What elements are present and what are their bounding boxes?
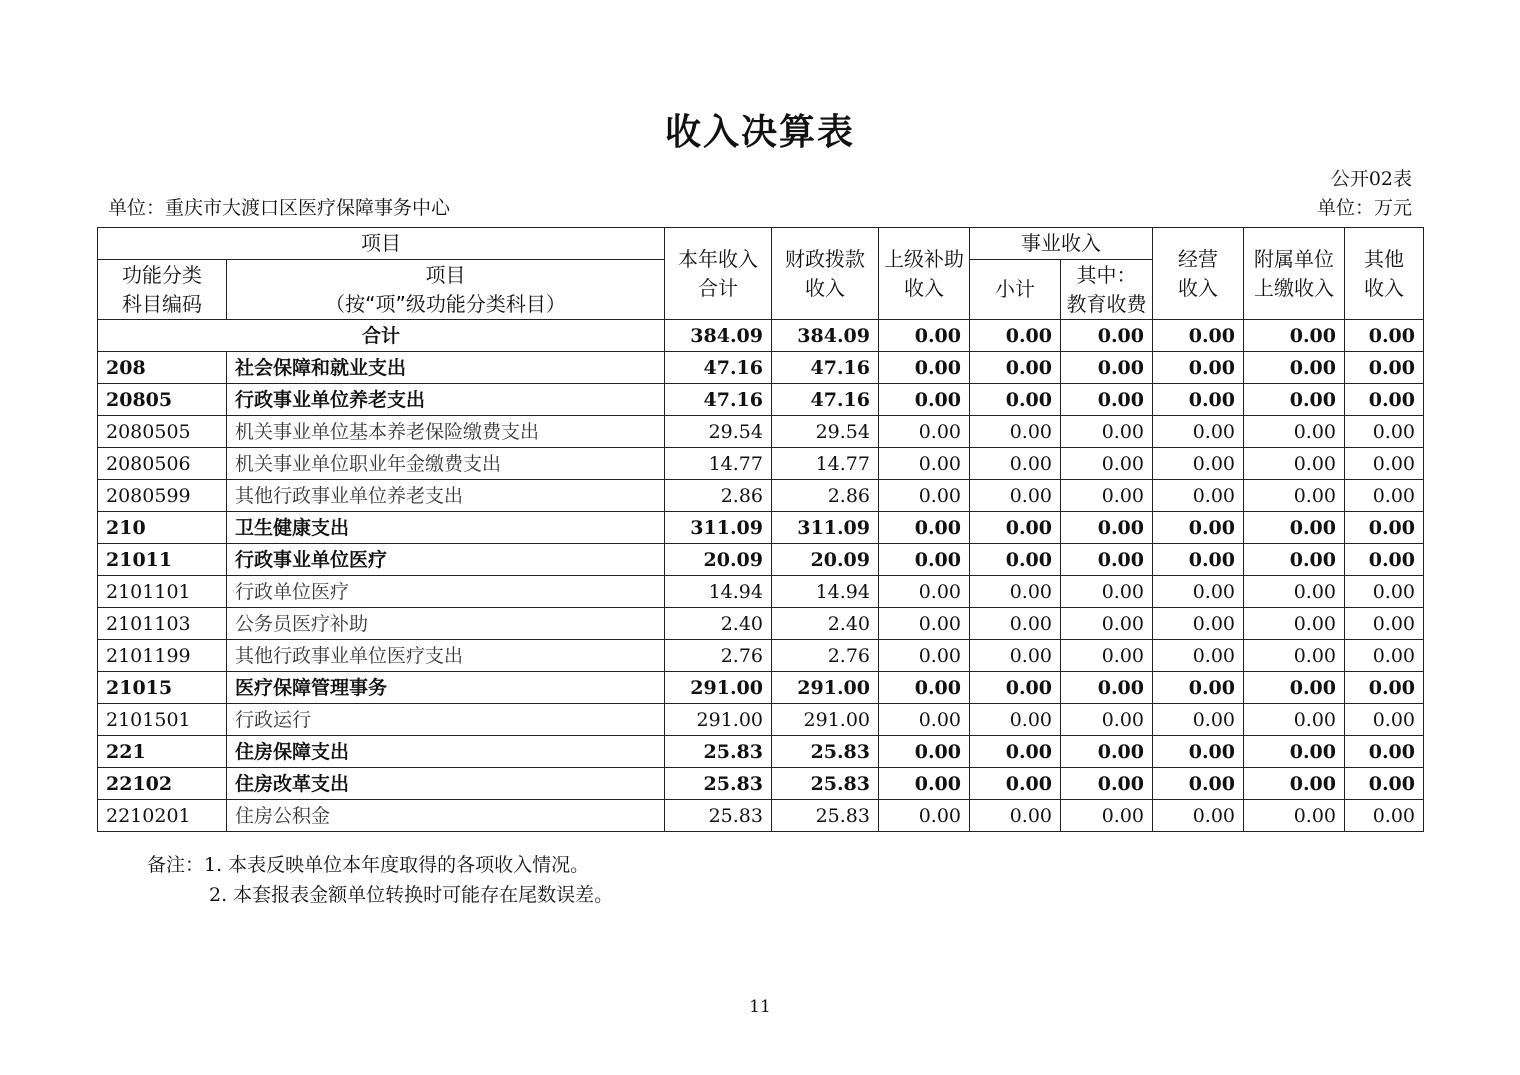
row-value: 291.00	[772, 704, 879, 736]
row-name: 机关事业单位职业年金缴费支出	[227, 448, 665, 480]
header-operating: 经营 收入	[1153, 228, 1244, 320]
income-table	[97, 227, 1424, 832]
row-value: 0.00	[879, 512, 970, 544]
header-business-group: 事业收入	[970, 228, 1153, 260]
row-value: 0.00	[879, 576, 970, 608]
header-item-group: 项目	[98, 228, 665, 260]
row-value: 25.83	[665, 800, 772, 832]
row-value: 25.83	[772, 736, 879, 768]
row-value: 0.00	[1153, 544, 1244, 576]
row-value: 0.00	[879, 704, 970, 736]
row-value: 0.00	[1153, 736, 1244, 768]
row-value: 14.94	[772, 576, 879, 608]
total-value: 0.00	[879, 320, 970, 352]
row-value: 0.00	[1244, 640, 1345, 672]
row-value: 311.09	[665, 512, 772, 544]
row-value: 0.00	[970, 384, 1061, 416]
row-value: 0.00	[1153, 384, 1244, 416]
row-value: 0.00	[1061, 512, 1153, 544]
row-code: 2080599	[98, 480, 227, 512]
row-value: 29.54	[665, 416, 772, 448]
row-value: 0.00	[1153, 608, 1244, 640]
row-code: 2101501	[98, 704, 227, 736]
row-value: 0.00	[1061, 384, 1153, 416]
row-value: 291.00	[665, 704, 772, 736]
row-value: 25.83	[772, 768, 879, 800]
row-value: 0.00	[970, 448, 1061, 480]
table-row	[98, 736, 1424, 768]
row-value: 0.00	[970, 704, 1061, 736]
row-value: 0.00	[879, 480, 970, 512]
row-value: 0.00	[1153, 448, 1244, 480]
row-code: 2080506	[98, 448, 227, 480]
table-row	[98, 352, 1424, 384]
notes	[147, 850, 613, 910]
row-value: 14.94	[665, 576, 772, 608]
total-value: 384.09	[665, 320, 772, 352]
header-code: 功能分类 科目编码	[98, 260, 227, 320]
row-value: 0.00	[1153, 416, 1244, 448]
row-value: 0.00	[970, 768, 1061, 800]
row-value: 0.00	[879, 800, 970, 832]
row-value: 0.00	[879, 608, 970, 640]
row-code: 221	[98, 736, 227, 768]
row-value: 47.16	[665, 384, 772, 416]
row-value: 0.00	[1244, 512, 1345, 544]
row-name: 其他行政事业单位医疗支出	[227, 640, 665, 672]
table-row	[98, 672, 1424, 704]
row-value: 0.00	[1345, 544, 1424, 576]
row-value: 0.00	[1244, 672, 1345, 704]
table-row	[98, 640, 1424, 672]
table-row	[98, 448, 1424, 480]
row-value: 0.00	[1345, 704, 1424, 736]
header-total-income: 本年收入 合计	[665, 228, 772, 320]
row-value: 0.00	[1061, 608, 1153, 640]
row-value: 47.16	[772, 384, 879, 416]
total-label: 合计	[98, 320, 665, 352]
page-number: 11	[749, 997, 771, 1017]
row-name: 住房改革支出	[227, 768, 665, 800]
row-value: 0.00	[970, 480, 1061, 512]
row-value: 0.00	[1061, 704, 1153, 736]
total-value: 0.00	[1345, 320, 1424, 352]
row-value: 0.00	[1153, 352, 1244, 384]
row-value: 2.76	[772, 640, 879, 672]
header-superior: 上级补助 收入	[879, 228, 970, 320]
row-value: 2.76	[665, 640, 772, 672]
row-value: 291.00	[665, 672, 772, 704]
row-value: 0.00	[1153, 800, 1244, 832]
header-education: 其中： 教育收费	[1061, 260, 1153, 320]
row-value: 2.40	[772, 608, 879, 640]
row-value: 0.00	[1153, 704, 1244, 736]
row-value: 0.00	[1153, 640, 1244, 672]
total-row	[98, 320, 1424, 352]
row-value: 0.00	[879, 640, 970, 672]
row-value: 0.00	[970, 544, 1061, 576]
row-value: 0.00	[970, 800, 1061, 832]
row-name: 其他行政事业单位养老支出	[227, 480, 665, 512]
row-value: 0.00	[1244, 352, 1345, 384]
row-code: 2080505	[98, 416, 227, 448]
row-value: 14.77	[665, 448, 772, 480]
note-line-2: 2. 本套报表金额单位转换时可能存在尾数误差。	[209, 884, 614, 906]
row-code: 20805	[98, 384, 227, 416]
row-value: 0.00	[1244, 384, 1345, 416]
row-value: 0.00	[1153, 768, 1244, 800]
row-value: 0.00	[1153, 512, 1244, 544]
table-row	[98, 480, 1424, 512]
row-name: 行政单位医疗	[227, 576, 665, 608]
row-value: 0.00	[1244, 576, 1345, 608]
row-value: 0.00	[970, 416, 1061, 448]
row-value: 0.00	[1061, 768, 1153, 800]
row-value: 25.83	[665, 736, 772, 768]
row-value: 311.09	[772, 512, 879, 544]
table-row	[98, 608, 1424, 640]
row-value: 0.00	[879, 736, 970, 768]
table-row	[98, 416, 1424, 448]
table-row	[98, 384, 1424, 416]
row-code: 2101103	[98, 608, 227, 640]
row-value: 47.16	[772, 352, 879, 384]
row-value: 0.00	[1061, 352, 1153, 384]
total-value: 384.09	[772, 320, 879, 352]
row-value: 0.00	[1244, 416, 1345, 448]
table-row	[98, 512, 1424, 544]
form-number: 公开02表	[1330, 168, 1412, 190]
note-line-1: 备注：1. 本表反映单位本年度取得的各项收入情况。	[147, 854, 590, 876]
row-name: 住房保障支出	[227, 736, 665, 768]
row-value: 0.00	[1244, 544, 1345, 576]
row-value: 0.00	[1244, 608, 1345, 640]
row-value: 0.00	[970, 352, 1061, 384]
row-value: 0.00	[1345, 640, 1424, 672]
total-value: 0.00	[970, 320, 1061, 352]
row-name: 行政事业单位养老支出	[227, 384, 665, 416]
row-value: 0.00	[1153, 672, 1244, 704]
row-name: 医疗保障管理事务	[227, 672, 665, 704]
row-value: 291.00	[772, 672, 879, 704]
row-value: 0.00	[1244, 800, 1345, 832]
row-name: 行政运行	[227, 704, 665, 736]
currency-unit: 单位：万元	[1316, 197, 1412, 219]
row-value: 0.00	[1061, 640, 1153, 672]
header-affiliate: 附属单位 上缴收入	[1244, 228, 1345, 320]
row-value: 0.00	[1345, 448, 1424, 480]
row-code: 208	[98, 352, 227, 384]
row-value: 0.00	[1345, 800, 1424, 832]
row-value: 0.00	[1061, 544, 1153, 576]
page-title: 收入决算表	[664, 112, 855, 153]
row-value: 2.40	[665, 608, 772, 640]
row-code: 21015	[98, 672, 227, 704]
total-value: 0.00	[1153, 320, 1244, 352]
row-value: 0.00	[1345, 608, 1424, 640]
row-value: 0.00	[1244, 768, 1345, 800]
row-value: 14.77	[772, 448, 879, 480]
row-value: 0.00	[1244, 480, 1345, 512]
row-value: 0.00	[879, 416, 970, 448]
row-value: 0.00	[1061, 416, 1153, 448]
table-row	[98, 800, 1424, 832]
row-value: 0.00	[1345, 576, 1424, 608]
row-code: 2101199	[98, 640, 227, 672]
row-name: 机关事业单位基本养老保险缴费支出	[227, 416, 665, 448]
row-value: 0.00	[1061, 448, 1153, 480]
row-name: 公务员医疗补助	[227, 608, 665, 640]
row-code: 22102	[98, 768, 227, 800]
row-value: 0.00	[879, 448, 970, 480]
row-value: 0.00	[1153, 576, 1244, 608]
row-name: 住房公积金	[227, 800, 665, 832]
row-value: 0.00	[1244, 704, 1345, 736]
row-value: 20.09	[665, 544, 772, 576]
row-value: 0.00	[1244, 448, 1345, 480]
row-value: 0.00	[879, 544, 970, 576]
reporting-unit: 单位：重庆市大渡口区医疗保障事务中心	[108, 197, 451, 219]
header-name: 项目 （按“项”级功能分类科目）	[227, 260, 665, 320]
row-value: 20.09	[772, 544, 879, 576]
row-value: 0.00	[970, 512, 1061, 544]
row-value: 25.83	[665, 768, 772, 800]
row-value: 0.00	[1345, 384, 1424, 416]
row-value: 0.00	[1061, 576, 1153, 608]
row-value: 25.83	[772, 800, 879, 832]
row-value: 0.00	[879, 672, 970, 704]
row-name: 社会保障和就业支出	[227, 352, 665, 384]
row-value: 2.86	[772, 480, 879, 512]
row-name: 卫生健康支出	[227, 512, 665, 544]
row-value: 47.16	[665, 352, 772, 384]
total-value: 0.00	[1061, 320, 1153, 352]
row-code: 21011	[98, 544, 227, 576]
row-value: 0.00	[1244, 736, 1345, 768]
row-value: 0.00	[1345, 736, 1424, 768]
row-value: 0.00	[1345, 416, 1424, 448]
row-value: 0.00	[1345, 672, 1424, 704]
row-value: 0.00	[970, 640, 1061, 672]
row-value: 0.00	[970, 608, 1061, 640]
row-value: 0.00	[1345, 480, 1424, 512]
row-value: 0.00	[970, 576, 1061, 608]
row-value: 0.00	[1345, 512, 1424, 544]
row-value: 0.00	[1061, 672, 1153, 704]
row-code: 2101101	[98, 576, 227, 608]
header-fiscal: 财政拨款 收入	[772, 228, 879, 320]
row-value: 0.00	[970, 736, 1061, 768]
header-other: 其他 收入	[1345, 228, 1424, 320]
row-value: 0.00	[879, 352, 970, 384]
row-value: 0.00	[1345, 768, 1424, 800]
row-value: 0.00	[1153, 480, 1244, 512]
row-value: 29.54	[772, 416, 879, 448]
row-value: 0.00	[1061, 480, 1153, 512]
total-value: 0.00	[1244, 320, 1345, 352]
row-value: 0.00	[879, 768, 970, 800]
row-value: 0.00	[970, 672, 1061, 704]
row-value: 2.86	[665, 480, 772, 512]
table-row	[98, 544, 1424, 576]
header-subtotal: 小计	[970, 260, 1061, 320]
row-value: 0.00	[1345, 352, 1424, 384]
row-value: 0.00	[879, 384, 970, 416]
row-name: 行政事业单位医疗	[227, 544, 665, 576]
row-value: 0.00	[1061, 800, 1153, 832]
row-code: 2210201	[98, 800, 227, 832]
row-value: 0.00	[1061, 736, 1153, 768]
table-row	[98, 576, 1424, 608]
table-row	[98, 768, 1424, 800]
row-code: 210	[98, 512, 227, 544]
table-row	[98, 704, 1424, 736]
